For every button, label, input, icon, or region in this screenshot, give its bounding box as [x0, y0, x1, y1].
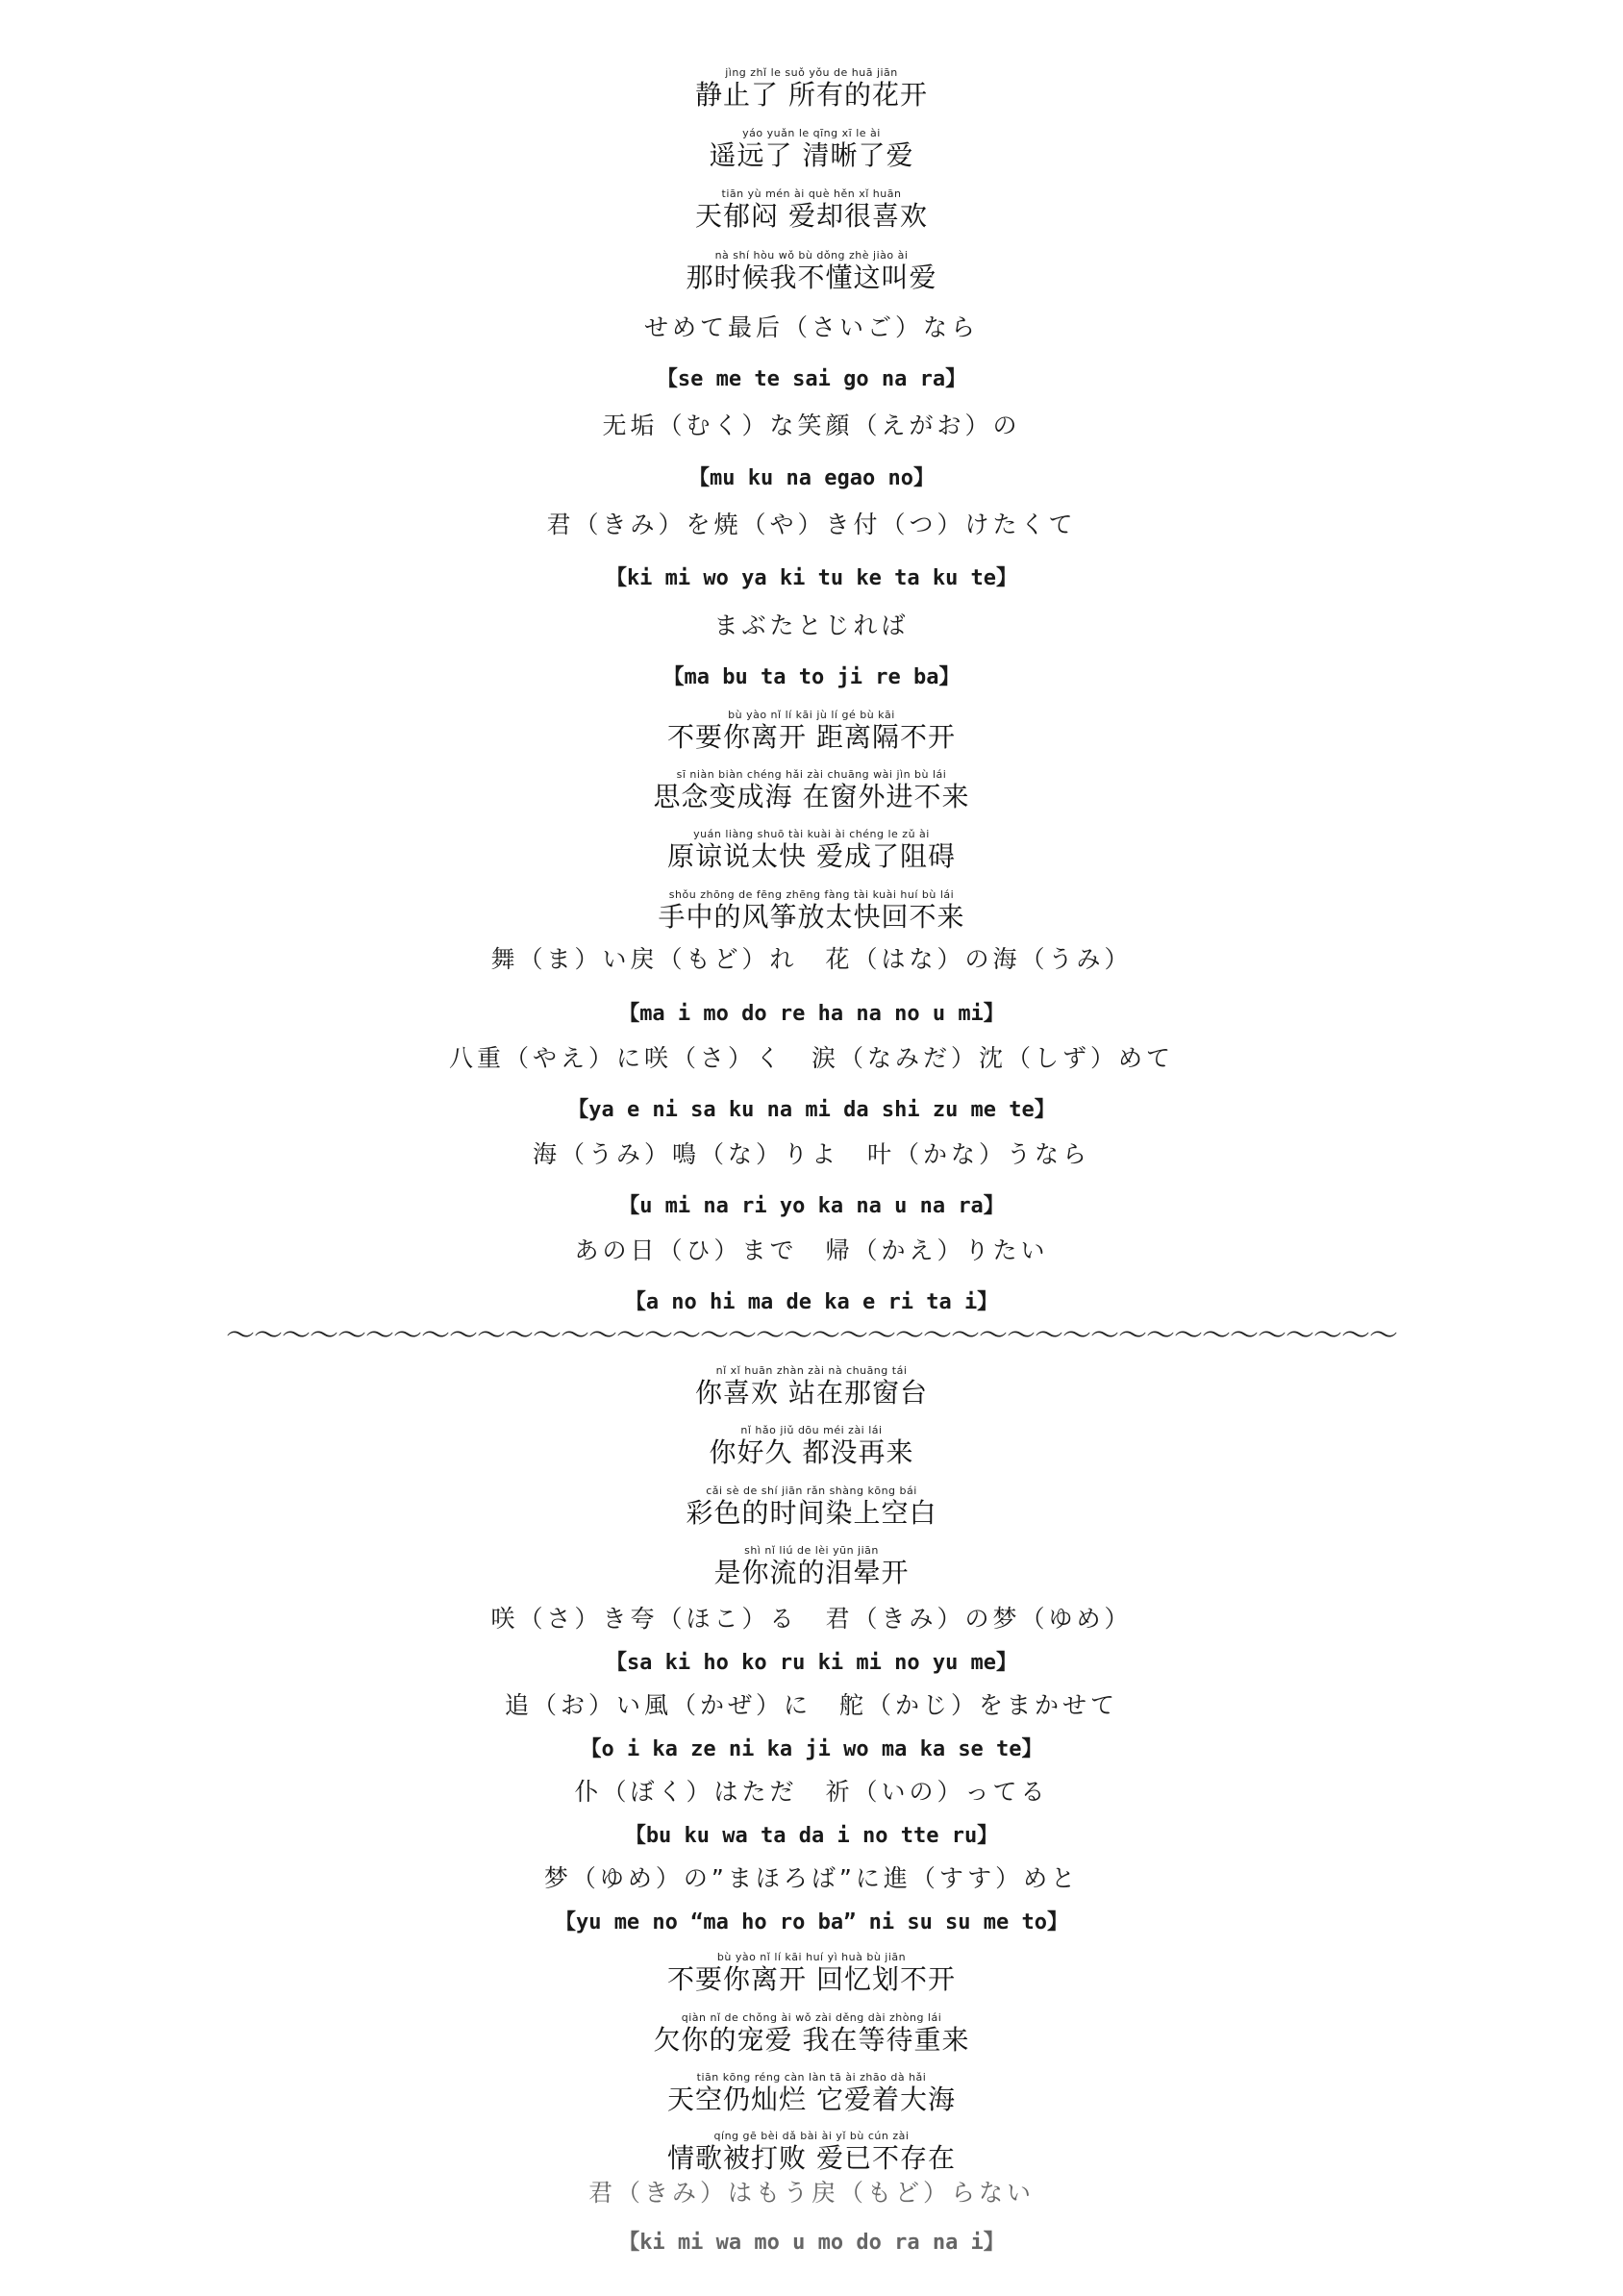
japanese-lyric-line: 舞（ま）い戻（もど）れ 花（はな）の海（うみ）: [490, 945, 1133, 973]
pinyin-annotation: shì nǐ liú de lèi yūn jiān: [744, 1544, 879, 1557]
romaji-lyric-line: 【ki mi wa mo u mo do ra na i】: [618, 2231, 1005, 2255]
pinyin-annotation: tiān kōng réng càn làn tā ài zhāo dà hǎi: [696, 2071, 927, 2084]
chinese-lyric-text: 静止了 所有的花开: [695, 79, 928, 111]
chinese-lyric-line: [0, 710, 1623, 754]
pinyin-annotation: nǐ xǐ huān zhàn zài nà chuāng tái: [715, 1364, 908, 1377]
japanese-lyric-line: 仆（ぼく）はただ 祈（いの）ってる: [574, 1778, 1049, 1806]
chinese-lyric-text: 那时候我不懂这叫爱: [686, 262, 937, 293]
romaji-lyric-line: 【se me te sai go na ra】: [656, 367, 967, 391]
romaji-lyric-line: 【bu ku wa ta da i no tte ru】: [624, 1824, 999, 1848]
romaji-lyric-line: 【a no hi ma de ka e ri ta i】: [624, 1290, 999, 1314]
romaji-lyric-line: 【mu ku na egao no】: [688, 466, 935, 490]
chinese-lyric-text: 彩色的时间染上空白: [686, 1497, 937, 1529]
romaji-lyric-line: 【ma i mo do re ha na no u mi】: [618, 1002, 1005, 1026]
chinese-lyric-text: 不要你离开 回忆划不开: [667, 1963, 956, 1995]
chinese-lyric-text: 原谅说太快 爱成了阻碍: [667, 840, 956, 872]
chinese-lyric-line: [0, 2072, 1623, 2116]
tilde-separator: ～～～～～～～～～～～～～～～～～～～～～～～～～～～～～～～～～～～～～～～～～～: [226, 1319, 1397, 1353]
pinyin-annotation: yuán liàng shuō tài kuài ài chéng le zǔ ài: [693, 828, 930, 840]
japanese-lyric-line: 咲（さ）き夸（ほこ）る 君（きみ）の梦（ゆめ）: [490, 1605, 1133, 1633]
pinyin-annotation: yáo yuǎn le qīng xī le ài: [742, 127, 881, 139]
chinese-lyric-line: [0, 1365, 1623, 1410]
pinyin-annotation: bù yào nǐ lí kāi jù lí gé bù kāi: [728, 709, 895, 721]
pinyin-annotation: nǐ hǎo jiǔ dōu méi zài lái: [740, 1424, 883, 1436]
pinyin-annotation: bù yào nǐ lí kāi huí yì huà bù jiān: [716, 1951, 907, 1963]
chinese-lyric-text: 天郁闷 爱却很喜欢: [695, 200, 928, 232]
romaji-lyric-line: 【ki mi wo ya ki tu ke ta ku te】: [605, 566, 1018, 590]
pinyin-annotation: qiàn nǐ de chǒng ài wǒ zài děng dài zhòng lái: [681, 2011, 942, 2024]
pinyin-annotation: tiān yù mén ài què hěn xǐ huān: [721, 187, 902, 200]
japanese-lyric-line: 君（きみ）を焼（や）き付（つ）けたくて: [546, 511, 1077, 538]
romaji-lyric-line: 【ya e ni sa ku na mi da shi zu me te】: [567, 1098, 1056, 1122]
japanese-lyric-line: 海（うみ）鳴（な）りよ 叶（かな）うなら: [532, 1140, 1090, 1168]
chinese-lyric-line: [0, 67, 1623, 112]
chinese-lyric-line: [0, 2131, 1623, 2175]
chinese-lyric-line: [0, 829, 1623, 873]
japanese-lyric-line: あの日（ひ）まで 帰（かえ）りたい: [574, 1236, 1049, 1264]
romaji-lyric-line: 【u mi na ri yo ka na u na ra】: [618, 1194, 1005, 1218]
chinese-lyric-line: [0, 1545, 1623, 1589]
chinese-lyric-text: 你喜欢 站在那窗台: [695, 1377, 928, 1409]
pinyin-annotation: qíng gē bèi dǎ bài ài yǐ bù cún zài: [713, 2130, 910, 2142]
chinese-lyric-line: [0, 128, 1623, 172]
chinese-lyric-line: [0, 2012, 1623, 2057]
japanese-lyric-line: 八重（やえ）に咲（さ）く 涙（なみだ）沈（しず）めて: [448, 1044, 1174, 1072]
pinyin-annotation: jìng zhǐ le suǒ yǒu de huā jiān: [725, 66, 898, 79]
chinese-lyric-line: [0, 1485, 1623, 1530]
japanese-lyric-line: せめて最后（さいご）なら: [643, 313, 979, 341]
japanese-lyric-line: 君（きみ）はもう戻（もど）らない: [587, 2179, 1035, 2207]
pinyin-annotation: sī niàn biàn chéng hǎi zài chuāng wài jìn bù lái: [676, 768, 947, 781]
chinese-lyric-text: 遥远了 清晰了爱: [709, 139, 914, 171]
pinyin-annotation: shǒu zhōng de fēng zhēng fàng tài kuài huí bù lái: [668, 888, 955, 901]
chinese-lyric-line: [0, 1952, 1623, 1996]
chinese-lyric-text: 欠你的宠爱 我在等待重来: [653, 2024, 970, 2056]
pinyin-annotation: cǎi sè de shí jiān rǎn shàng kōng bái: [706, 1485, 917, 1497]
chinese-lyric-text: 是你流的泪晕开: [713, 1557, 910, 1588]
chinese-lyric-text: 天空仍灿烂 它爱着大海: [667, 2084, 956, 2115]
romaji-lyric-line: 【sa ki ho ko ru ki mi no yu me】: [605, 1651, 1018, 1675]
chinese-lyric-text: 思念变成海 在窗外进不来: [653, 781, 970, 812]
pinyin-annotation: nà shí hòu wǒ bù dǒng zhè jiào ài: [714, 249, 909, 262]
romaji-lyric-line: 【yu me no “ma ho ro ba” ni su su me to】: [554, 1910, 1069, 1934]
chinese-lyric-line: [0, 250, 1623, 294]
chinese-lyric-text: 手中的风筝放太快回不来: [658, 901, 965, 933]
chinese-lyric-line: [0, 769, 1623, 813]
japanese-lyric-line: まぶたとじれば: [713, 611, 910, 639]
chinese-lyric-line: [0, 1425, 1623, 1469]
chinese-lyric-line: [0, 188, 1623, 233]
romaji-lyric-line: 【ma bu ta to ji re ba】: [662, 665, 961, 689]
chinese-lyric-line: [0, 889, 1623, 934]
japanese-lyric-line: 梦（ゆめ）の”まほろば”に進（すす）めと: [543, 1864, 1080, 1892]
chinese-lyric-text: 不要你离开 距离隔不开: [667, 721, 956, 753]
japanese-lyric-line: 追（お）い風（かぜ）に 舵（かじ）をまかせて: [504, 1691, 1118, 1719]
japanese-lyric-line: 无垢（むく）な笑顔（えがお）の: [602, 412, 1021, 439]
chinese-lyric-text: 你好久 都没再来: [709, 1436, 914, 1468]
romaji-lyric-line: 【o i ka ze ni ka ji wo ma ka se te】: [580, 1737, 1043, 1761]
chinese-lyric-text: 情歌被打败 爱已不存在: [667, 2142, 956, 2174]
